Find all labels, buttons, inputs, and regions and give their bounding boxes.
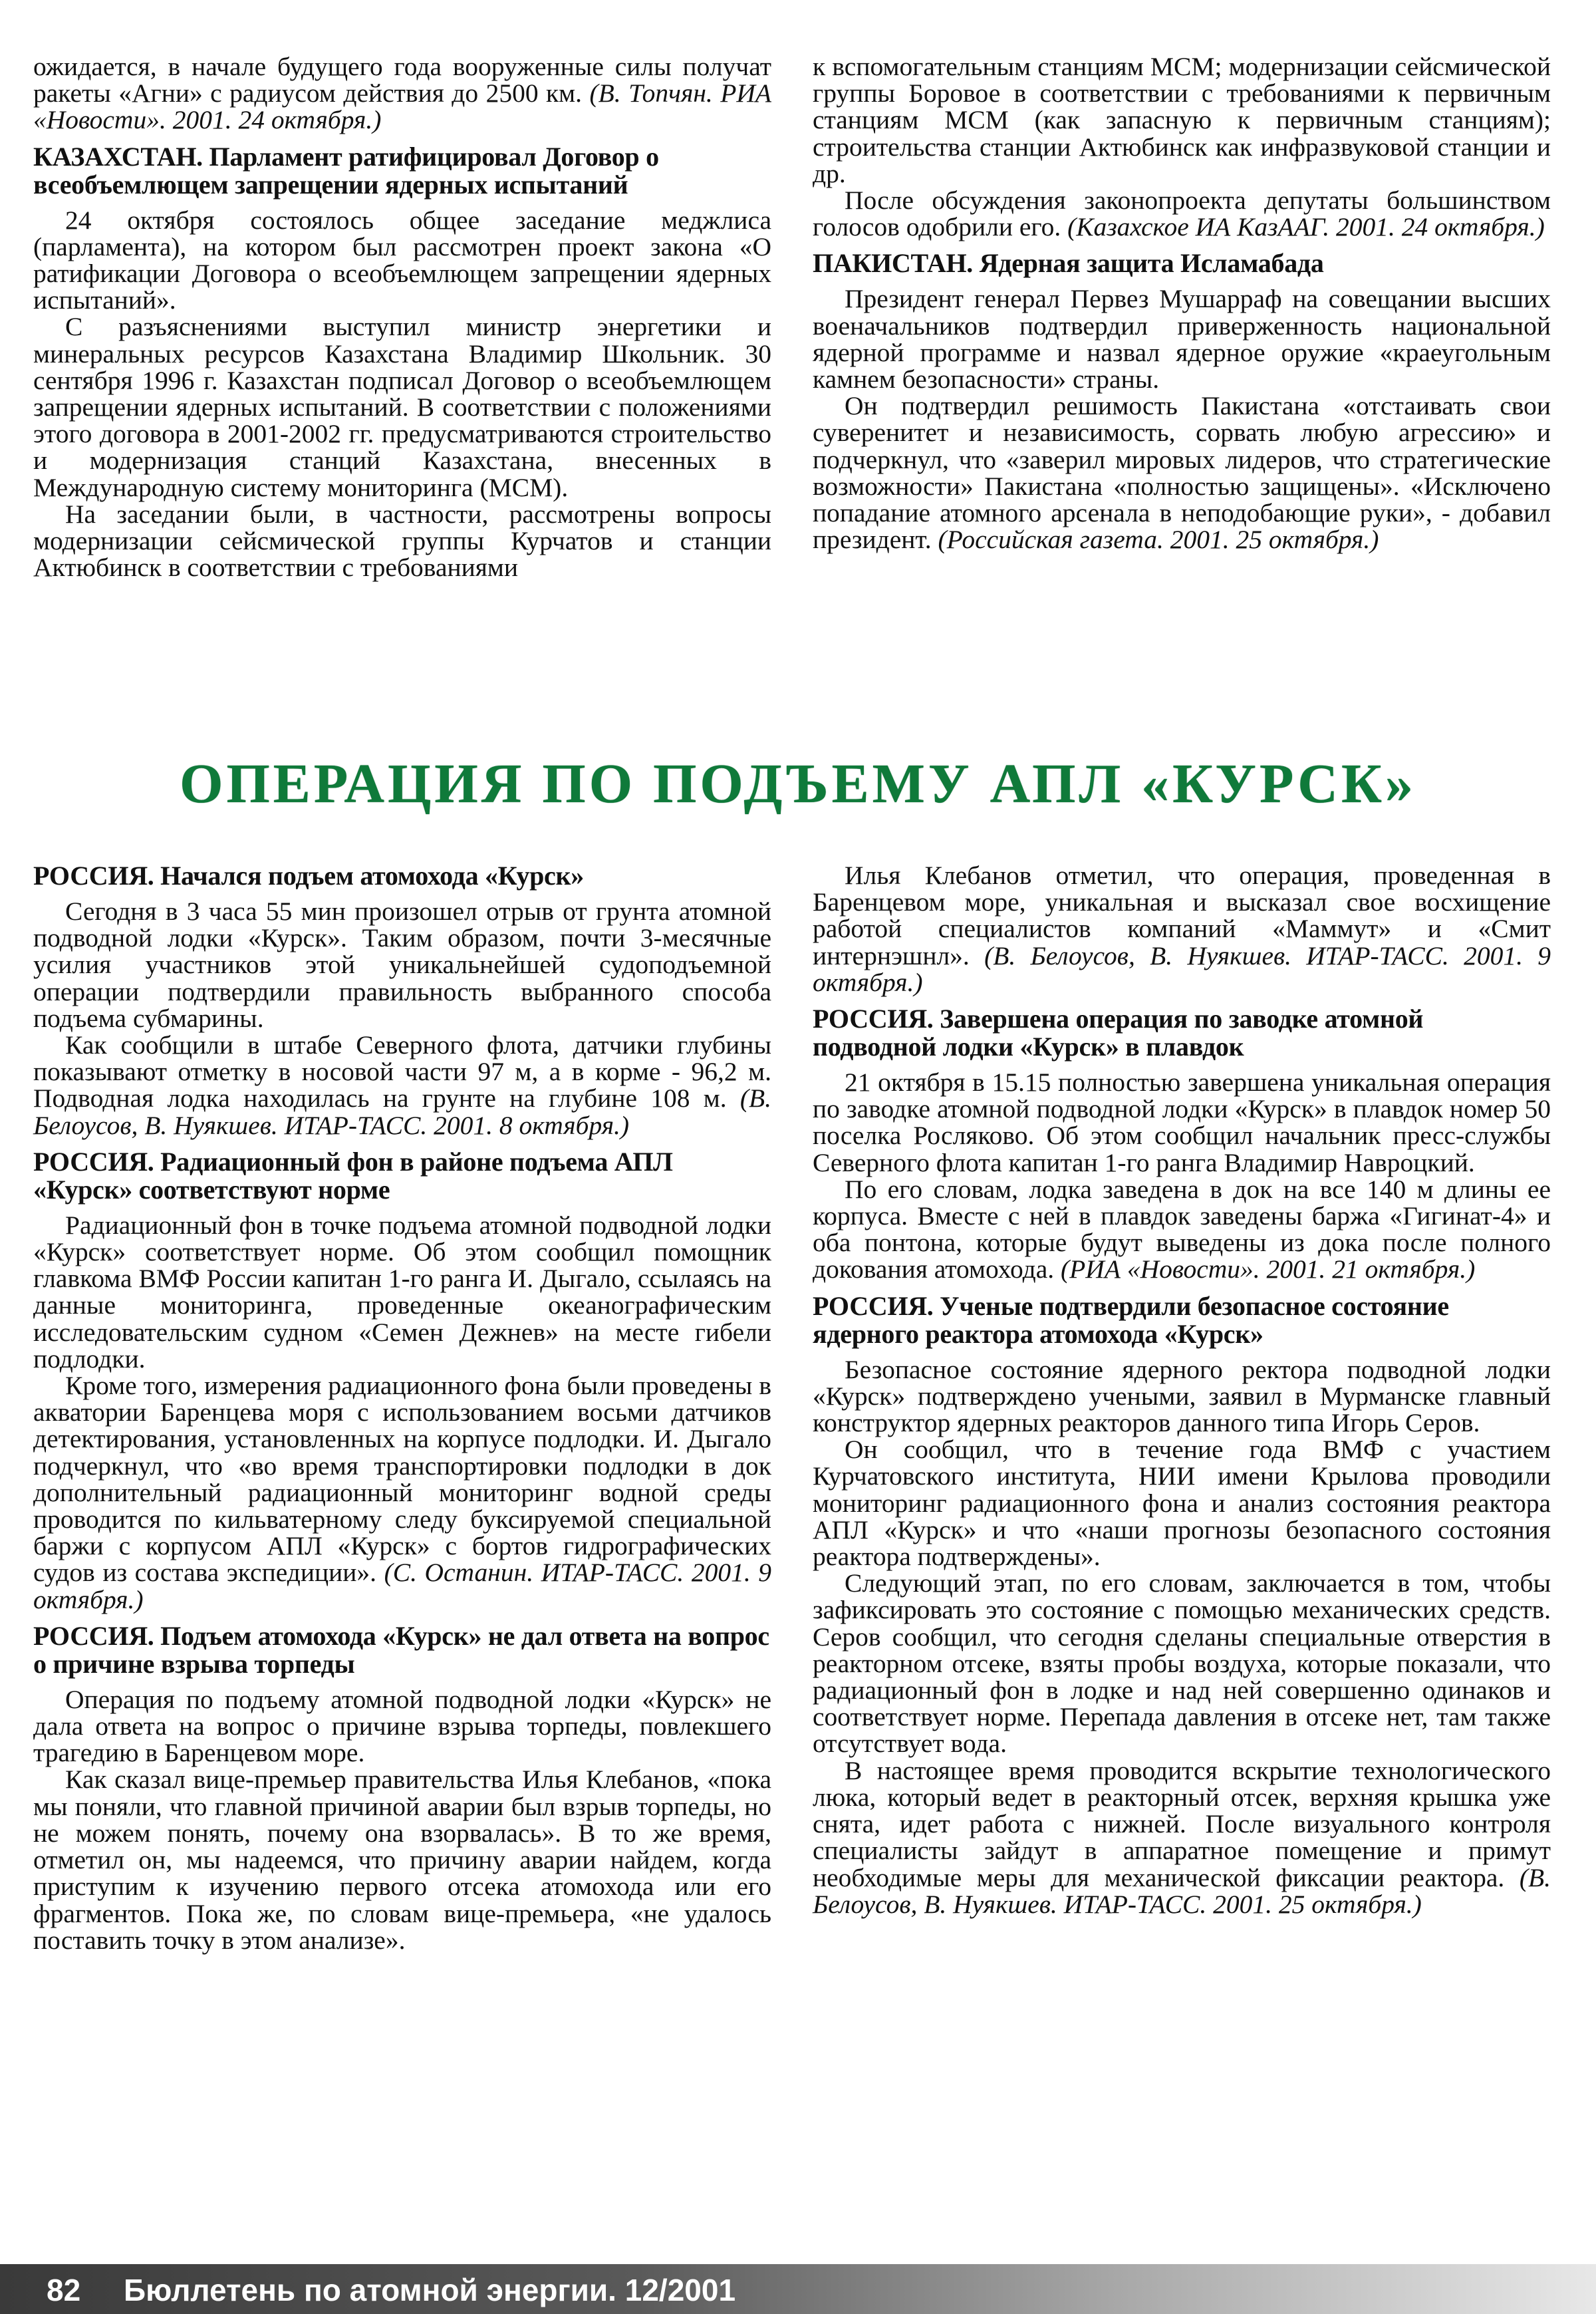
article-heading-pakistan: ПАКИСТАН. Ядерная защита Исламабада	[813, 248, 1324, 279]
paragraph: 21 октября в 15.15 полностью завершена уникальная операция по заводке атомной подводной лодки «Курск» в плавдок номер 50 поселка Росляково. Об этом сообщил начальник пресс-службы Северного флота капитан 1-го ранга Владимир Навроцкий.	[813, 1068, 1551, 1177]
paragraph: Операция по подъему атомной подводной лодки «Курск» не дала ответа на вопрос о причине взрыва торпеды, повлекшего трагедию в Баренцевом море.	[33, 1684, 771, 1768]
page-number: 82	[47, 2273, 81, 2307]
article-heading-radiation: РОССИЯ. Радиационный фон в районе подъема АПЛ «Курск» соответствуют норме	[33, 1146, 673, 1205]
article-heading-kazakhstan: КАЗАХСТАН. Парламент ратифицировал Договор о всеобъемлющем запрещении ядерных испытаний	[33, 141, 659, 200]
paragraph: С разъяснениями выступил министр энергетики и минеральных ресурсов Казахстана Владимир Школьник. 30 сентября 1996 г. Казахстан подписал Договор о всеобъемлющем запрещении ядерных испытаний. В соответствии с положениями этого договора в 2001-2002 гг. предусматриваются строительство и модернизация станций Казахстана, внесенных в Международную систему мониторинга (МСМ).	[33, 312, 771, 502]
paragraph: На заседании были, в частности, рассмотрены вопросы модернизации сейсмической группы Курчатов и станции Актюбинск в соответствии с требованиями	[33, 499, 771, 583]
column-2	[813, 53, 1551, 553]
source-citation: (С. Останин. ИТАР-ТАСС. 2001. 9 октября.)	[33, 1558, 771, 1614]
article-heading-kursk-lift-start: РОССИЯ. Начался подъем атомохода «Курск»	[33, 861, 584, 891]
section-title: ОПЕРАЦИЯ ПО ПОДЪЕМУ АПЛ «КУРСК»	[180, 753, 1416, 815]
paragraph: Он подтвердил решимость Пакистана «отстаивать свои суверенитет и независимость, сорвать любую агрессию» и подчеркнул, что «заверил мировых лидеров, что стратегические возможности» Пакистана «полностью защищены». «Исключено попадание атомного арсенала в неподобающие руки», - добавил президент. (Российская газета. 2001. 25 октября.)	[813, 391, 1551, 555]
footer-bar	[0, 2264, 1596, 2314]
source-citation: (В. Топчян. РИА «Новости». 2001. 24 октября.)	[33, 78, 772, 135]
article-heading-torpedo: РОССИЯ. Подъем атомохода «Курск» не дал ответа на вопрос о причине взрыва торпеды	[33, 1620, 769, 1679]
paragraph: Он сообщил, что в течение года ВМФ с участием Курчатовского института, НИИ имени Крылова проводили мониторинг радиационного фона и анализ состояния реактора АПЛ «Курск» и что «наши прогнозы безопасного состояния реактора подтверждены».	[813, 1435, 1551, 1572]
paragraph: Президент генерал Первез Мушарраф на совещании высших военачальников подтвердил приверженность национальной ядерной программе и назвал ядерное оружие «краеугольным камнем безопасности» страны.	[813, 284, 1551, 394]
paragraph: ожидается, в начале будущего года вооруженные силы получат ракеты «Агни» с радиусом действия до 2500 км. (В. Топчян. РИА «Новости». 2001. 24 октября.)	[33, 52, 772, 135]
paragraph: Радиационный фон в точке подъема атомной подводной лодки «Курск» соответствует норме. Об этом сообщил помощник главкома ВМФ России капитан 1-го ранга И. Дыгало, ссылаясь на данные мониторинга, проведенные океанографическим исследовательским судном «Семен Дежнев» на месте гибели подлодки.	[33, 1210, 771, 1374]
paragraph: Следующий этап, по его словам, заключается в том, чтобы зафиксировать это состояние с помощью механических средств. Серов сообщил, что сегодня сделаны специальные отверстия в реакторном отсеке, взяты пробы воздуха, которые показали, что радиационный фон в лодке и над ней совершенно одинаков и соответствует норме. Перепада давления в отсеке нет, там также отсутствует вода.	[813, 1568, 1551, 1759]
paragraph: Сегодня в 3 часа 55 мин произошел отрыв от грунта атомной подводной лодки «Курск». Таким образом, почти 3-месячные усилия участников этой уникальнейшей судоподъемной операции подтвердили правильность выбранного способа подъема субмарины.	[33, 897, 771, 1033]
source-citation: (В. Белоусов, В. Нуякшев. ИТАР-ТАСС. 2001. 8 октября.)	[33, 1084, 771, 1140]
column-4	[813, 862, 1551, 1918]
paragraph: Как сказал вице-премьер правительства Илья Клебанов, «пока мы поняли, что главной причиной аварии был взрыв торпеды, но не можем понять, почему она взорвалась». В то же время, отметил он, мы надеемся, что причину аварии найдем, когда приступим к изучению первого отсека атомохода или его фрагментов. Пока же, по словам вице-премьера, «не удалось поставить точку в этом анализе».	[33, 1765, 771, 1955]
article-heading-drydock: РОССИЯ. Завершена операция по заводке атомной подводной лодки «Курск» в плавдок	[813, 1004, 1424, 1062]
paragraph: Как сообщили в штабе Северного флота, датчики глубины показывают отметку в носовой части 97 м, а в корме - 96,2 м. Подводная лодка находилась на грунте на глубине 108 м. (В. Белоусов, В. Нуякшев. ИТАР-ТАСС. 2001. 8 октября.)	[33, 1030, 771, 1140]
column-3	[33, 862, 771, 1953]
paragraph: Илья Клебанов отметил, что операция, проведенная в Баренцевом море, уникальная и высказал свое восхищение работой специалистов компаний «Маммут» и «Смит интернэшнл». (В. Белоусов, В. Нуякшев. ИТАР-ТАСС. 2001. 9 октября.)	[813, 861, 1551, 997]
source-citation: (В. Белоусов, В. Нуякшев. ИТАР-ТАСС. 2001. 9 октября.)	[813, 940, 1551, 997]
article-heading-reactor: РОССИЯ. Ученые подтвердили безопасное состояние ядерного реактора атомохода «Курск»	[813, 1290, 1449, 1349]
paragraph: По его словам, лодка заведена в док на все 140 м длины ее корпуса. Вместе с ней в плавдок заведены баржа «Гигинат-4» и оба понтона, которые будут выведены из дока после полного докования атомохода. (РИА «Новости». 2001. 21 октября.)	[813, 1174, 1551, 1284]
publication-title: Бюллетень по атомной энергии. 12/2001	[124, 2273, 736, 2307]
paragraph: В настоящее время проводится вскрытие технологического люка, который ведет в реакторный отсек, верхняя крышка уже снята, идет работа с нижней. После визуального контроля специалисты зайдут в аппаратное помещение и примут необходимые меры для механической фиксации реактора. (В. Белоусов, В. Нуякшев. ИТАР-ТАСС. 2001. 25 октября.)	[813, 1755, 1551, 1919]
column-1	[33, 53, 771, 581]
source-citation: (РИА «Новости». 2001. 21 октября.)	[1061, 1254, 1476, 1284]
paragraph: После обсуждения законопроекта депутаты большинством голосов одобрили его. (Казахское ИА КазААГ. 2001. 24 октября.)	[813, 186, 1551, 242]
source-citation: (Российская газета. 2001. 25 октября.)	[938, 525, 1379, 555]
paragraph: Безопасное состояние ядерного ректора подводной лодки «Курск» подтверждено учеными, заявил в Мурманске главный конструктор ядерных реакторов данного типа Игорь Серов.	[813, 1354, 1551, 1438]
paragraph: к вспомогательным станциям МСМ; модернизации сейсмической группы Боровое в соответствии с требованиями к первичным станциям МСМ (как запасную к первичным станциям); строительства станции Актюбинск как инфразвуковой станции и др.	[813, 52, 1551, 188]
paragraph: Кроме того, измерения радиационного фона были проведены в акватории Баренцева моря с использованием восьми датчиков детектирования, установленных на корпусе подлодки. И. Дыгало подчеркнул, что «во время транспортировки подлодки в док дополнительный радиационный мониторинг водной среды проводится по кильватерному следу буксируемой специальной баржи с корпусом АПЛ «Курск» с бортов гидрографических судов из состава экспедиции». (С. Останин. ИТАР-ТАСС. 2001. 9 октября.)	[33, 1371, 771, 1614]
source-citation: (Казахское ИА КазААГ. 2001. 24 октября.)	[1067, 212, 1545, 242]
paragraph: 24 октября состоялось общее заседание меджлиса (парламента), на котором был рассмотрен проект закона «О ратификации Договора о всеобъемлющем запрещении ядерных испытаний».	[33, 205, 771, 315]
source-citation: (В. Белоусов, В. Нуякшев. ИТАР-ТАСС. 2001. 25 октября.)	[813, 1862, 1551, 1919]
